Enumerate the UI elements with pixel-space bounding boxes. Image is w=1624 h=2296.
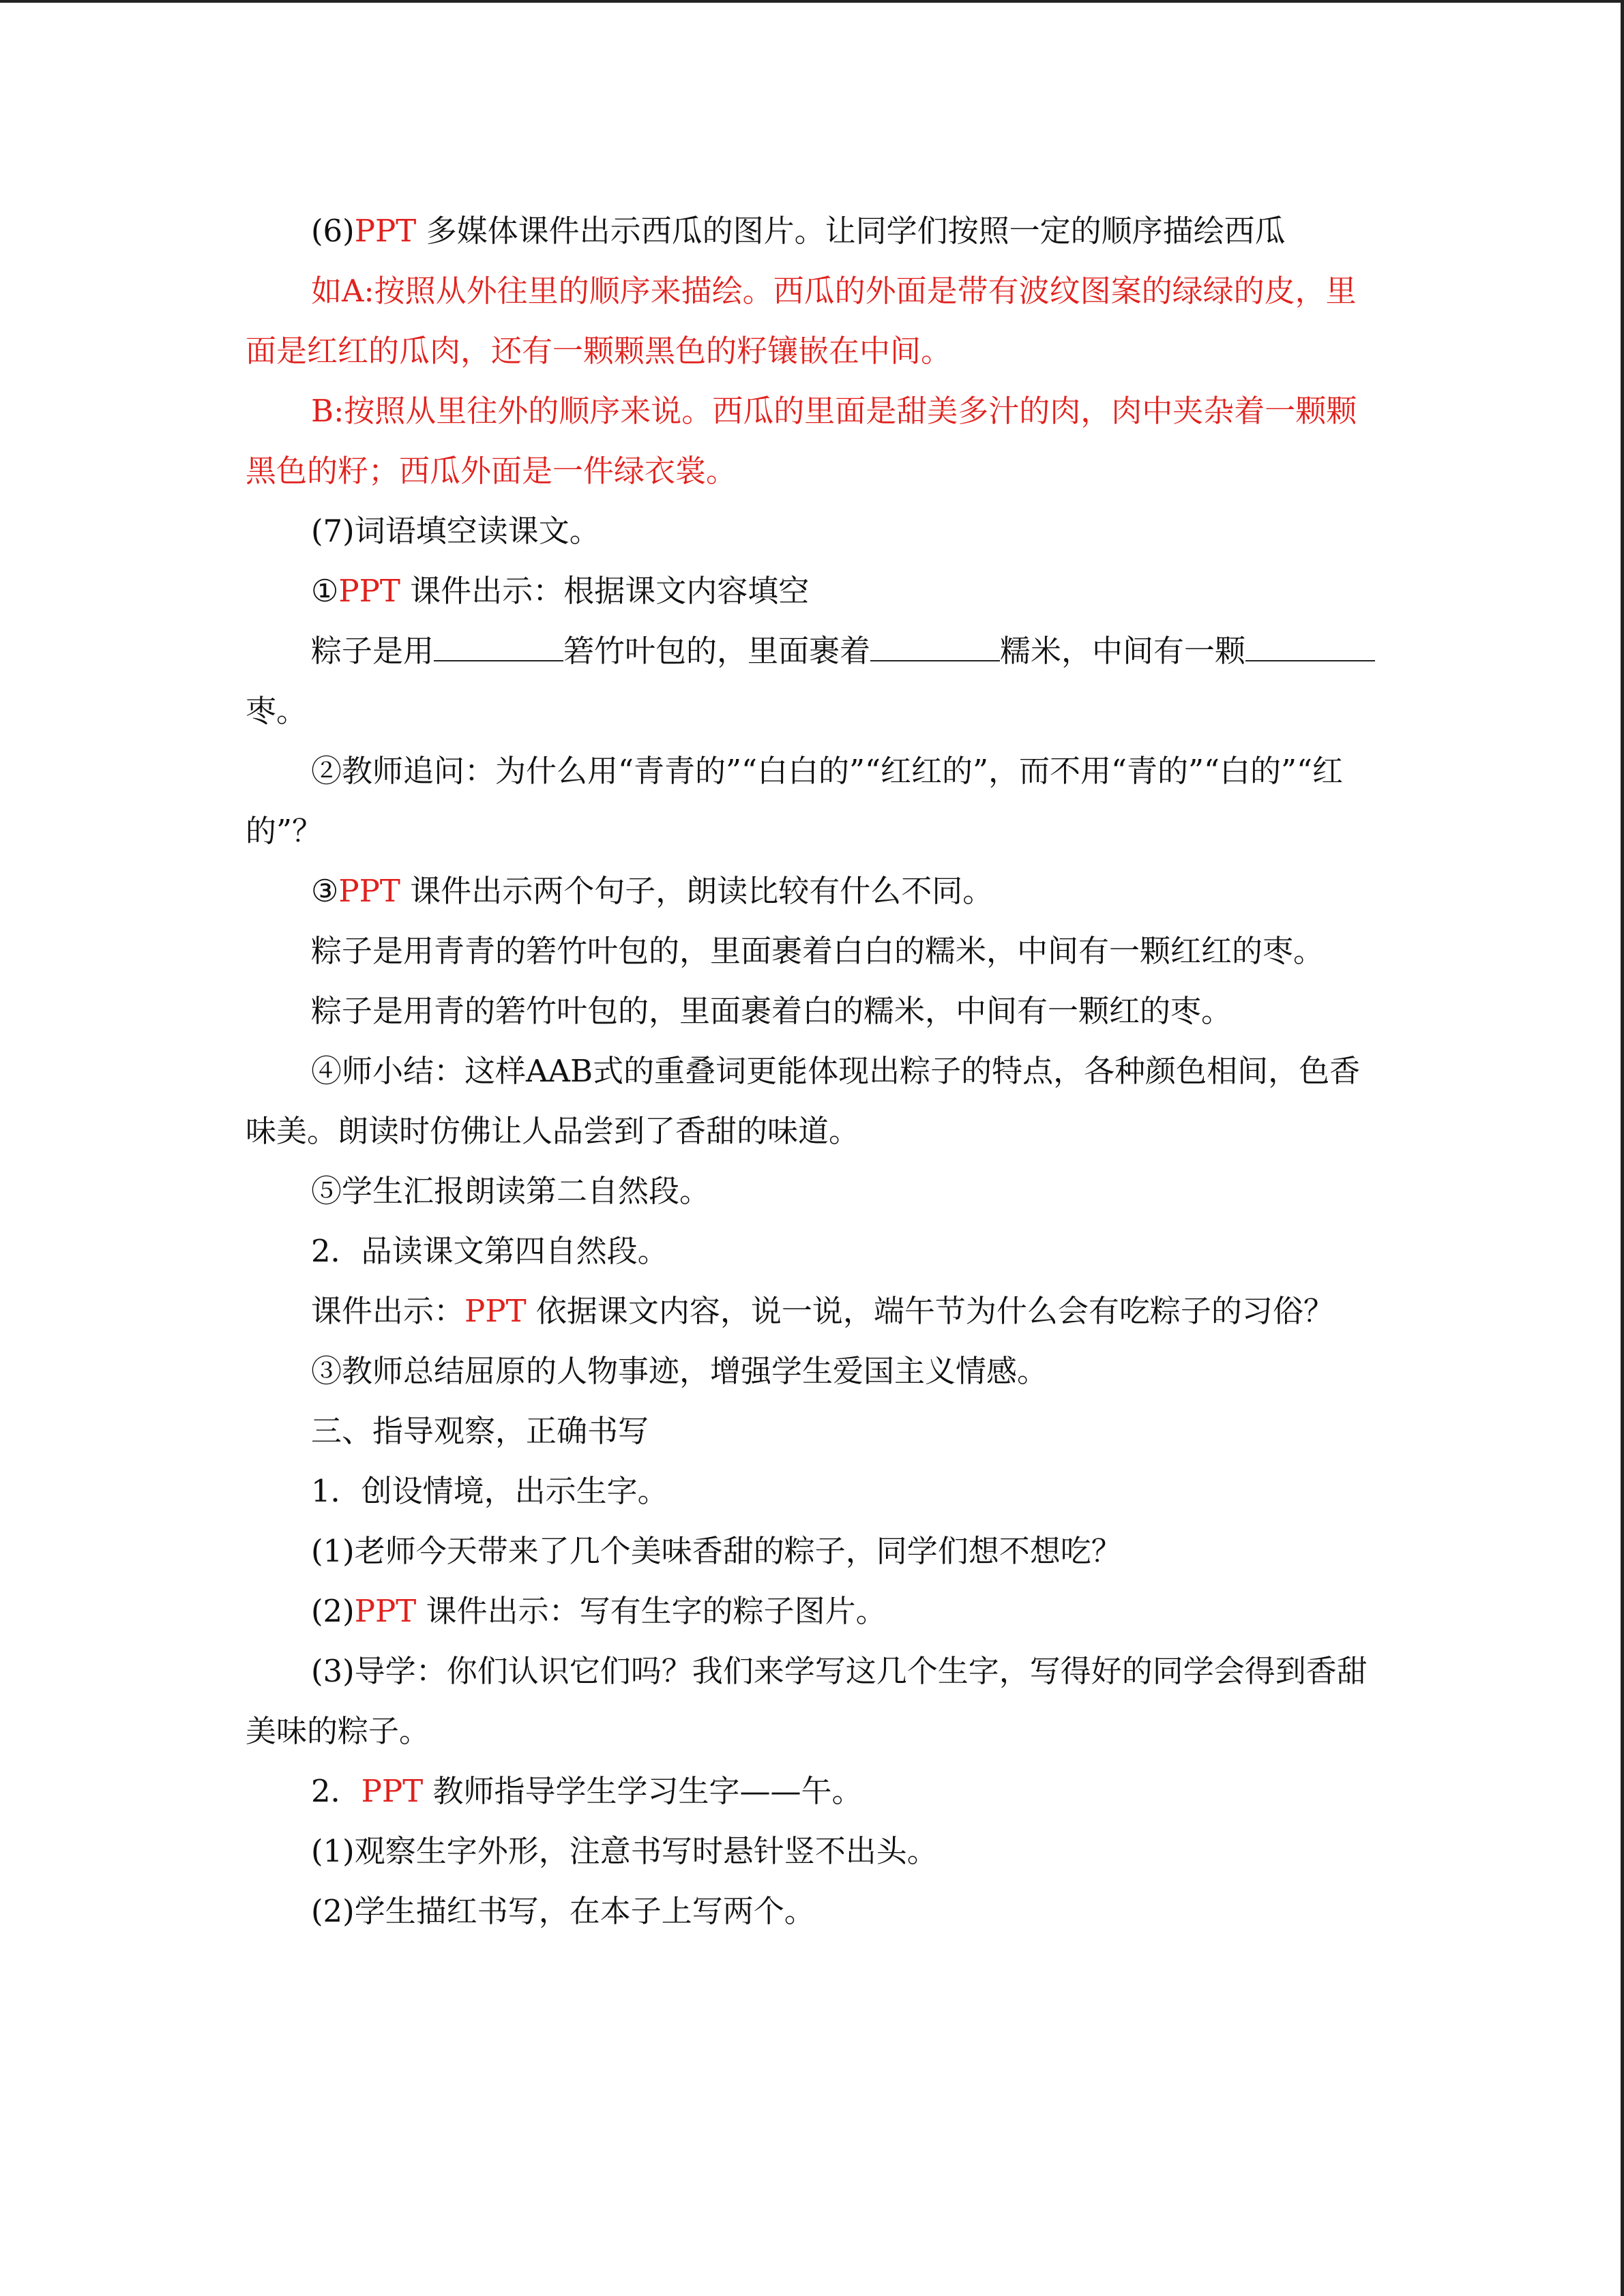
ppt-tag: PPT bbox=[354, 213, 417, 249]
blank-1 bbox=[434, 633, 563, 661]
paragraph-summary: ③教师总结屈原的人物事迹，增强学生爱国主义情感。 bbox=[311, 1353, 1048, 1389]
ppt-tag: PPT bbox=[361, 1773, 424, 1809]
ppt-tag: PPT bbox=[338, 873, 400, 909]
ppt-tag: PPT bbox=[338, 573, 400, 609]
paragraph-s1: (1)老师今天带来了几个美味香甜的粽子，同学们想不想吃？ bbox=[311, 1533, 1122, 1569]
paragraph-step-4: ④师小结：这样AAB式的重叠词更能体现出粽子的特点，各种颜色相间，色香味美。朗读时仿佛让人品尝到了香甜的味道。 bbox=[246, 1053, 1361, 1149]
paragraph-s2: (2)PPT 课件出示：写有生字的粽子图片。 bbox=[311, 1593, 887, 1629]
paragraph-step-1: ①PPT 课件出示：根据课文内容填空 bbox=[311, 573, 810, 609]
section-2-heading: 2．品读课文第四自然段。 bbox=[311, 1233, 668, 1269]
paragraph-courseware: 课件出示：PPT 依据课文内容，说一说，端午节为什么会有吃粽子的习俗？ bbox=[311, 1293, 1334, 1329]
section-3-heading: 三、指导观察，正确书写 bbox=[311, 1413, 649, 1449]
paragraph-step-3: ③PPT 课件出示两个句子，朗读比较有什么不同。 bbox=[311, 873, 994, 909]
ppt-tag: PPT bbox=[464, 1293, 527, 1329]
paragraph-6: (6)PPT 多媒体课件出示西瓜的图片。让同学们按照一定的顺序描绘西瓜 bbox=[311, 213, 1286, 249]
document-body bbox=[246, 201, 1378, 1941]
paragraph-w1: (1)观察生字外形，注意书写时悬针竖不出头。 bbox=[311, 1833, 938, 1869]
subsection-2-heading: 2．PPT 教师指导学生学习生字——午。 bbox=[311, 1773, 863, 1809]
paragraph-7: (7)词语填空读课文。 bbox=[311, 513, 600, 549]
fill-in-blank-sentence: 粽子是用 箬竹叶包的，里面裹着 糯米，中间有一颗枣。 bbox=[246, 621, 1378, 741]
paragraph-w2: (2)学生描红书写，在本子上写两个。 bbox=[311, 1893, 815, 1929]
right-border bbox=[1621, 0, 1624, 2296]
subsection-1-heading: 1．创设情境，出示生字。 bbox=[311, 1473, 668, 1509]
blank-2 bbox=[870, 633, 1000, 661]
paragraph-s3: (3)导学：你们认识它们吗？我们来学写这几个生字，写得好的同学会得到香甜美味的粽子。 bbox=[246, 1653, 1368, 1749]
sentence-a: 粽子是用青青的箬竹叶包的，里面裹着白白的糯米，中间有一颗红红的枣。 bbox=[311, 933, 1325, 969]
paragraph-example-a: 如A:按照从外往里的顺序来描绘。西瓜的外面是带有波纹图案的绿绿的皮，里面是红红的瓜肉，还有一颗颗黑色的籽镶嵌在中间。 bbox=[246, 273, 1357, 369]
paragraph-example-b: B:按照从里往外的顺序来说。西瓜的里面是甜美多汁的肉，肉中夹杂着一颗颗黑色的籽；西瓜外面是一件绿衣裳。 bbox=[246, 393, 1357, 489]
sentence-b: 粽子是用青的箬竹叶包的，里面裹着白的糯米，中间有一颗红的枣。 bbox=[311, 993, 1232, 1029]
top-border bbox=[0, 0, 1624, 3]
blank-3 bbox=[1245, 633, 1375, 661]
paragraph-step-5: ⑤学生汇报朗读第二自然段。 bbox=[311, 1173, 711, 1209]
paragraph-step-2: ②教师追问：为什么用“青青的”“白白的”“红红的”，而不用“青的”“白的”“红的”？ bbox=[246, 753, 1344, 849]
ppt-tag: PPT bbox=[354, 1593, 417, 1629]
